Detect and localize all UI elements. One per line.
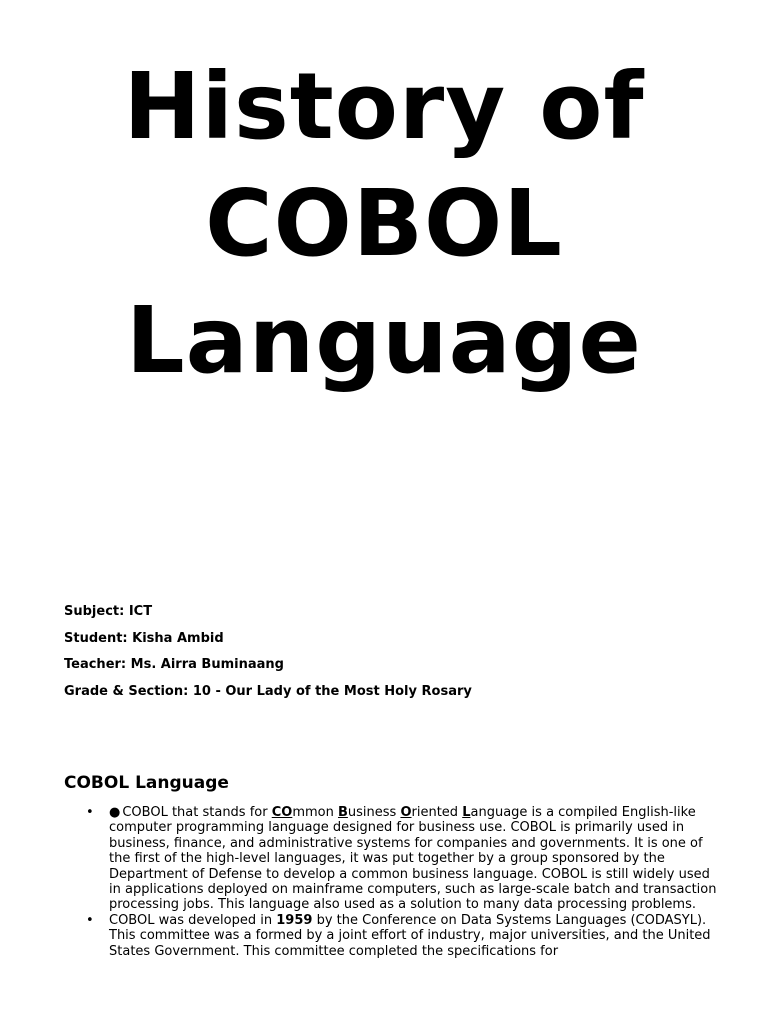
document-meta xyxy=(64,604,724,710)
title-line-1: History of xyxy=(123,53,645,160)
inner-bullet-icon: ● xyxy=(109,805,121,820)
bullet2-intro: COBOL was developed in xyxy=(109,912,277,928)
bullet-icon: • xyxy=(86,912,94,928)
bullet-icon: • xyxy=(86,805,94,820)
bullet1-intro: COBOL that stands for xyxy=(122,805,272,820)
acronym-o: O xyxy=(400,805,412,820)
student-line: Student: Kisha Ambid xyxy=(64,630,224,646)
subject-line: Subject: ICT xyxy=(64,604,153,619)
acronym-b: B xyxy=(337,805,348,820)
acronym-riented: riented xyxy=(411,805,463,820)
grade-section-line: Grade & Section: 10 - Our Lady of the Most Holy Rosary xyxy=(64,683,472,699)
bullet2-body: by the Conference on Data Systems Languages (CODASYL). This committee was a formed by a joint effort of industry, major universities, and the United States Government. This committee completed the specifications for xyxy=(109,912,711,959)
acronym-mmon: mmon xyxy=(292,805,338,820)
acronym-l: L xyxy=(462,805,471,820)
acronym-usiness: usiness xyxy=(347,805,401,820)
bullet1-body: anguage is a compiled English-like computer programming language designed for business use. COBOL is primarily used in business, finance, and administrative systems for companies and governments. It is one of the first of the high-level languages, it was put together by a group sponsored by the Department of Defense to develop a common business language. COBOL is still widely used in applications deployed on mainframe computers, such as large-scale batch and transaction processing jobs. This language also used as a solution to many data processing problems. xyxy=(109,805,717,913)
year-highlight: 1959 xyxy=(276,912,313,928)
list-item xyxy=(64,805,724,913)
title-line-2: COBOL xyxy=(205,170,563,277)
section-heading: COBOL Language xyxy=(64,773,229,793)
document-title xyxy=(0,48,768,399)
teacher-line: Teacher: Ms. Airra Buminaang xyxy=(64,657,284,672)
list-item xyxy=(64,913,724,959)
bullet-list xyxy=(64,805,724,959)
acronym-co: CO xyxy=(271,805,293,820)
title-line-3: Language xyxy=(126,287,642,394)
